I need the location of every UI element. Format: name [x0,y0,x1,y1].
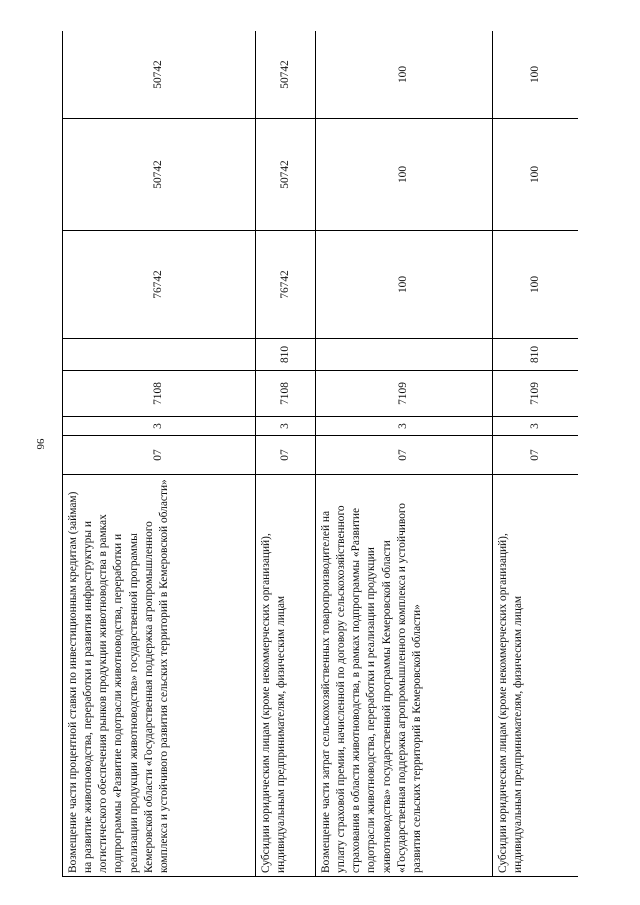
subsection-code: 3 [316,417,493,436]
table-row [256,31,316,877]
rotated-table-container [62,31,578,877]
row-description: Возмещение части процентной ставки по инвестиционным кредитам (займам) на развитие животноводства, переработки и развития инфраструктуры и логистического обеспечения рынков продукции животноводства в рамках подпрограммы «Развитие подотрасли животноводства, переработки и реализации продукции животноводства» государственной программы Кемеровской области «Государственная поддержка агропромышленного комплекса и устойчивого развития сельских территорий в Кемеровской области» [63,475,256,877]
amount-1: 100 [493,231,579,339]
amount-2: 50742 [63,119,256,231]
amount-3: 50742 [256,31,316,119]
amount-2: 100 [316,119,493,231]
section-code: 07 [316,436,493,475]
section-code: 07 [256,436,316,475]
row-description: Субсидии юридическим лицам (кроме некоммерческих организаций), индивидуальным предпринимателям, физическим лицам [493,475,579,877]
amount-1: 100 [316,231,493,339]
subsection-code: 3 [63,417,256,436]
target-code: 7109 [493,371,579,417]
target-code: 7109 [316,371,493,417]
expense-type-code: 810 [256,339,316,371]
amount-2: 100 [493,119,579,231]
expense-type-code [316,339,493,371]
target-code: 7108 [256,371,316,417]
subsection-code: 3 [256,417,316,436]
amount-3: 50742 [63,31,256,119]
budget-table [62,31,578,877]
row-description: Субсидии юридическим лицам (кроме некоммерческих организаций), индивидуальным предпринимателям, физическим лицам [256,475,316,877]
subsection-code: 3 [493,417,579,436]
page-number: 96 [34,438,46,450]
section-code: 07 [63,436,256,475]
target-code: 7108 [63,371,256,417]
row-description: Возмещение части затрат сельскохозяйственных товаропроизводителей на уплату страховой премии, начисленной по договору сельскохозяйственного страхования в области животноводства, в рамках подпрограммы «Развитие подотрасли животноводства, переработки и реализации продукции животноводства» государственной программы Кемеровской области «Государственная поддержка агропромышленного комплекса и устойчивого развития сельских территорий в Кемеровской области» [316,475,493,877]
expense-type-code [63,339,256,371]
table-row [63,31,256,877]
amount-1: 76742 [256,231,316,339]
table-row [493,31,579,877]
table-row [316,31,493,877]
amount-3: 100 [493,31,579,119]
amount-1: 76742 [63,231,256,339]
amount-3: 100 [316,31,493,119]
expense-type-code: 810 [493,339,579,371]
amount-2: 50742 [256,119,316,231]
budget-table-frame [62,31,578,877]
section-code: 07 [493,436,579,475]
